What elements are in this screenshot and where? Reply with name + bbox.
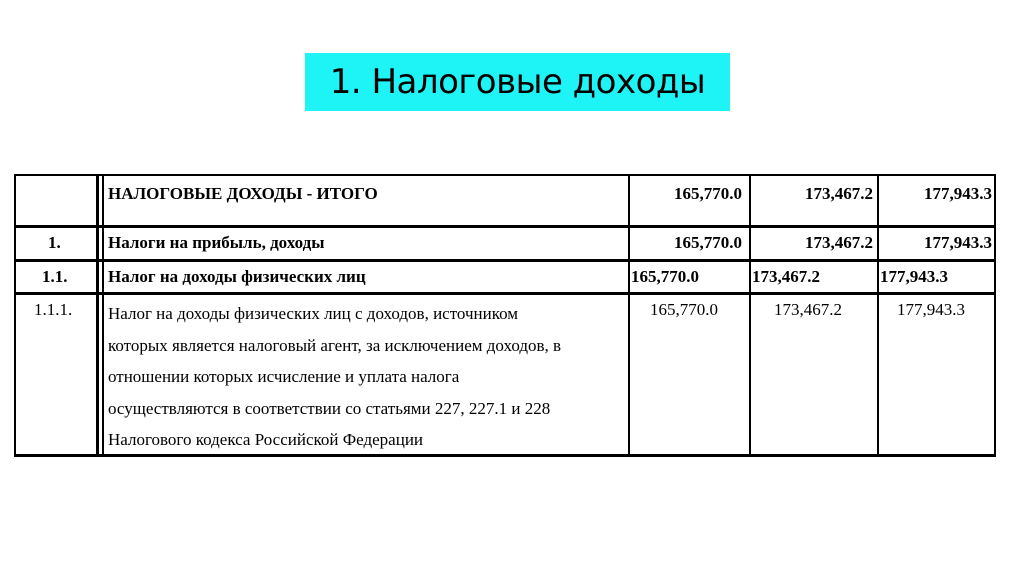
table-divider-code-2 (102, 174, 104, 457)
description-line: которых является налоговый агент, за исключением доходов, в (108, 335, 562, 355)
row-divider-2 (14, 259, 996, 262)
table-top-border (14, 174, 996, 176)
slide-title: 1. Налоговые доходы (329, 62, 706, 102)
table-divider-v3 (877, 174, 879, 457)
description-line: осуществляются в соответствии со статьями 227, 227.1 и 228 (108, 398, 551, 418)
row-1-1-1-code: 1.1.1. (34, 300, 73, 319)
description-line: Налогового кодекса Российской Федерации (108, 430, 424, 449)
row-total-value-3: 177,943.3 (924, 184, 992, 203)
table-left-border (14, 174, 16, 457)
revenue-table (14, 174, 996, 457)
row-1-1-1-value-1: 165,770.0 (650, 300, 718, 319)
row-1-1-value-3: 177,943.3 (880, 267, 948, 286)
row-1-value-2: 173,467.2 (805, 233, 873, 252)
row-1-name: Налоги на прибыль, доходы (108, 233, 325, 252)
row-1-1-value-2: 173,467.2 (752, 267, 820, 286)
row-total-value-1: 165,770.0 (674, 184, 742, 203)
row-divider-1 (14, 225, 996, 228)
table-divider-v2 (749, 174, 751, 457)
description-line: Налог на доходы физических лиц с доходов, источником (108, 304, 519, 323)
row-1-1-1-value-2: 173,467.2 (774, 300, 842, 319)
table-divider-code (96, 174, 99, 457)
row-1-1-1-value-3: 177,943.3 (897, 300, 965, 319)
row-1-code: 1. (48, 233, 61, 252)
row-1-value-3: 177,943.3 (924, 233, 992, 252)
row-total-name: НАЛОГОВЫЕ ДОХОДЫ - ИТОГО (108, 184, 378, 203)
row-total-value-2: 173,467.2 (805, 184, 873, 203)
row-1-1-value-1: 165,770.0 (631, 267, 699, 286)
row-1-value-1: 165,770.0 (674, 233, 742, 252)
table-right-border (994, 174, 996, 457)
table-divider-v1 (628, 174, 630, 457)
row-1-1-code: 1.1. (42, 267, 68, 286)
description-line: отношении которых исчисление и уплата налога (108, 367, 460, 386)
slide-title-box (305, 53, 730, 111)
row-1-1-1-description (108, 298, 561, 456)
row-divider-3 (14, 292, 996, 295)
row-1-1-name: Налог на доходы физических лиц (108, 267, 366, 286)
